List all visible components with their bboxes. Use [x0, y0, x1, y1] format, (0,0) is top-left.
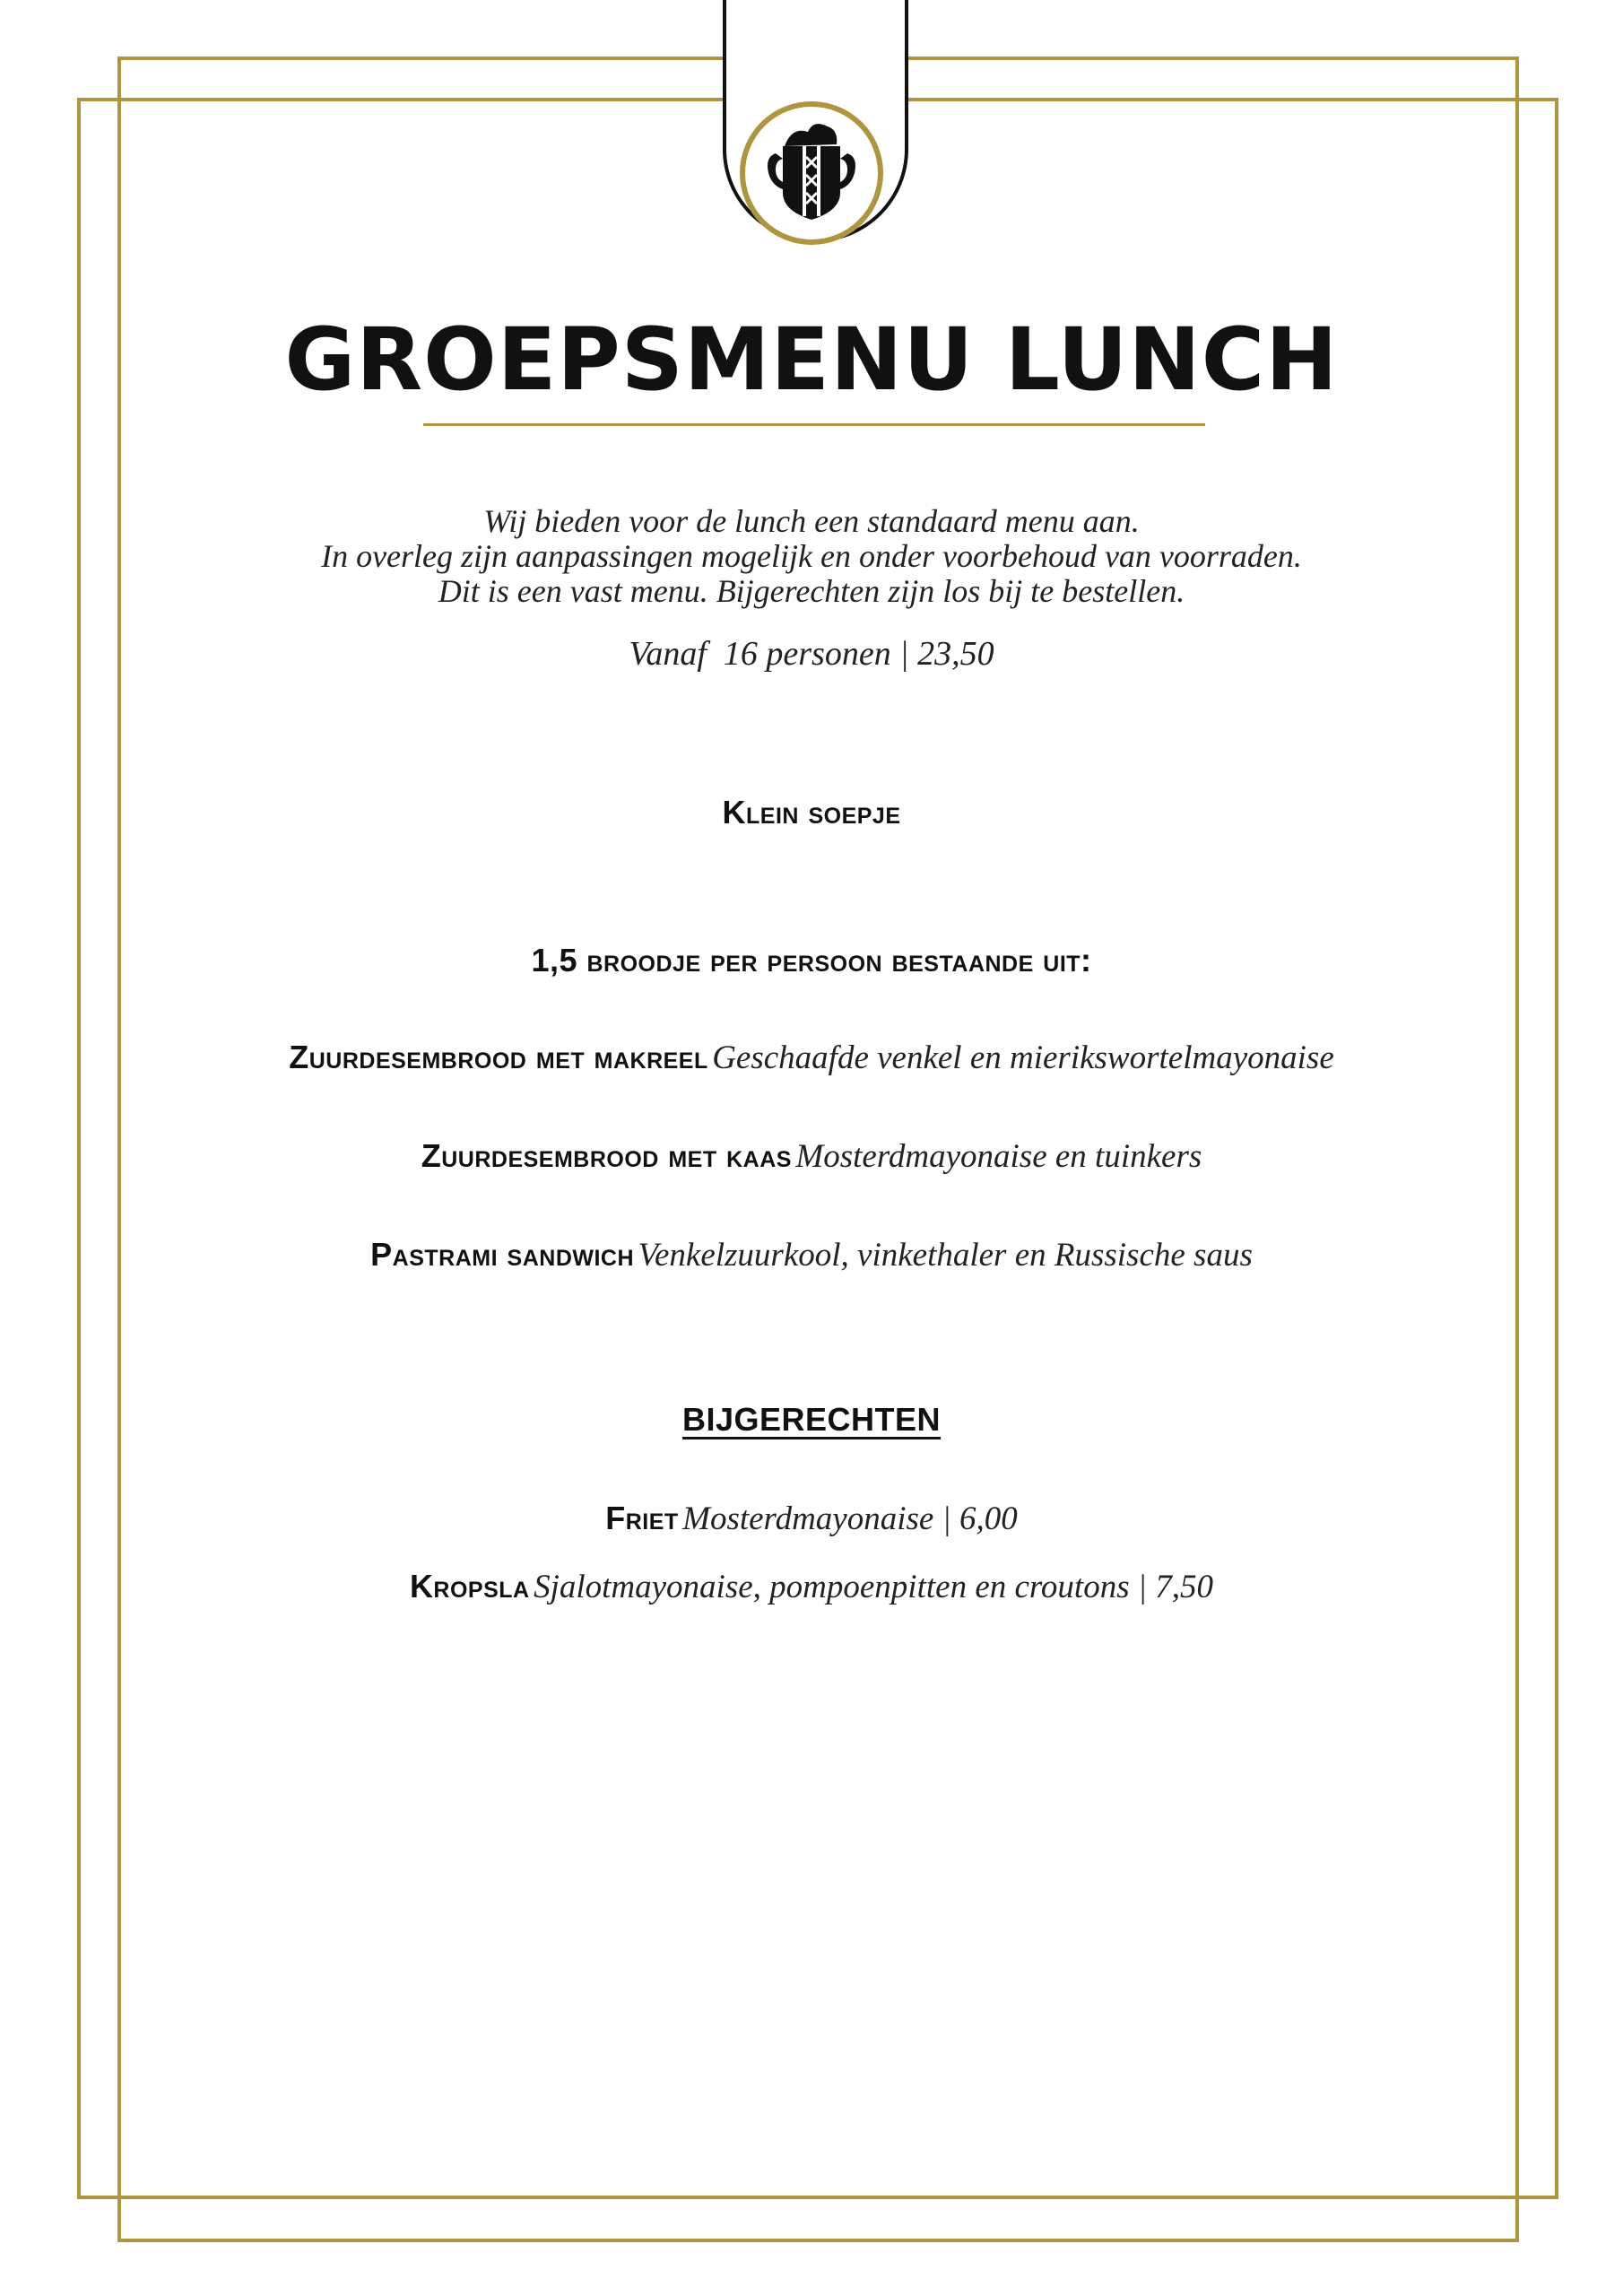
intro-line-3: Dit is een vast menu. Bijgerechten zijn los bij te bestellen.: [438, 573, 1185, 609]
menu-item: [0, 1039, 1623, 1077]
sandwich-intro: 1,5 broodje per persoon bestaande uit:: [531, 942, 1092, 978]
item-description: Mosterdmayonaise en tuinkers: [795, 1138, 1202, 1175]
item-description: Sjalotmayonaise, pompoenpitten en croutons | 7,50: [534, 1569, 1214, 1605]
item-name: Zuurdesembrood met makreel: [289, 1039, 708, 1075]
item-name: Pastrami sandwich: [370, 1236, 635, 1273]
group-price: Vanaf 16 personen | 23,50: [629, 635, 994, 673]
menu-item: [0, 1137, 1623, 1176]
item-name: Zuurdesembrood met kaas: [421, 1137, 792, 1174]
item-name: Kropsla: [409, 1568, 530, 1605]
page-title: GROEPSMENU LUNCH: [284, 309, 1339, 410]
item-name: Friet: [605, 1500, 679, 1536]
intro-line-1: Wij bieden voor de lunch een standaard menu aan.: [483, 503, 1140, 539]
amsterdam-coat-of-arms-icon: [749, 110, 874, 236]
side-item: [0, 1500, 1623, 1538]
side-item: [0, 1568, 1623, 1606]
sides-heading: BIJGERECHTEN: [681, 1401, 942, 1438]
intro-line-2: In overleg zijn aanpassingen mogelijk en onder voorbehoud van voorraden.: [321, 538, 1302, 574]
soup-item: Klein soepje: [722, 794, 901, 831]
item-description: Geschaafde venkel en mierikswortelmayonaise: [712, 1039, 1334, 1076]
title-divider: [423, 423, 1205, 426]
item-description: Mosterdmayonaise | 6,00: [682, 1500, 1018, 1537]
intro-text: [0, 504, 1623, 609]
menu-item: [0, 1236, 1623, 1274]
item-description: Venkelzuurkool, vinkethaler en Russische saus: [638, 1237, 1253, 1274]
